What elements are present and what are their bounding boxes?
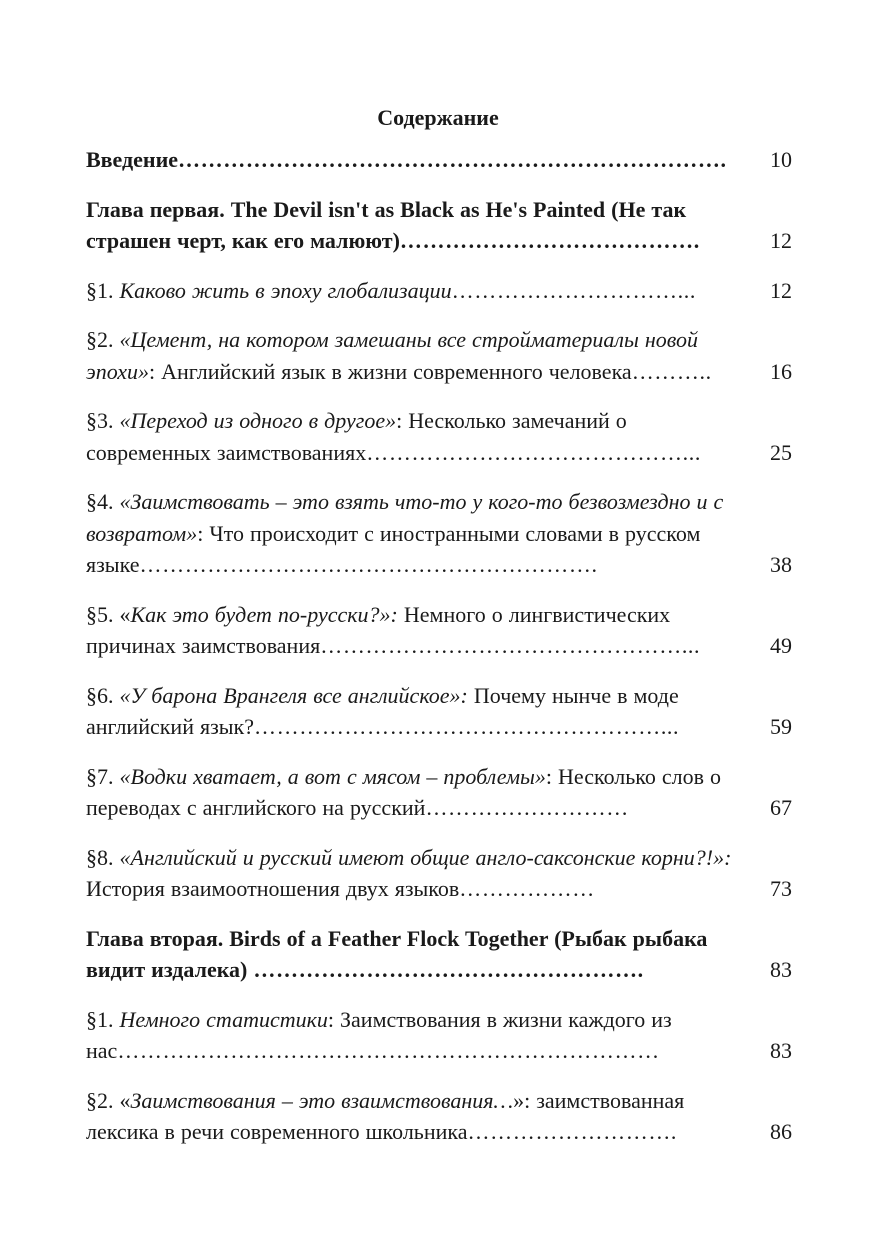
toc-entry-page-number: 67 [770,795,792,820]
toc-entry-title: Немного о лингвистических причинах заимствования [86,601,671,658]
toc-entry-page-number: 83 [770,957,792,982]
toc-entry-number: §3. [86,408,120,433]
toc-entry-page-number: 12 [770,277,792,303]
toc-entry-number: §1. [86,277,120,303]
toc-entry-text [86,923,738,986]
toc-entry-page-number: 38 [770,552,792,577]
toc-entry-dot-leader: ……………………………………………………………… [117,1038,660,1063]
toc-entry-dot-leader: ………………………………………………………………. [178,147,727,172]
toc-entry-text [86,144,738,176]
toc-entry-title: Глава вторая. Birds of a Feather Flock Together (Рыбак рыбака видит издалека) [86,925,708,982]
toc-entry-title: Глава первая. The Devil isn't as Black as He's Painted (Не так страшен черт, как его малюют) [86,196,687,253]
toc-entry-number: §8. [86,844,120,870]
toc-entry [86,1085,792,1148]
toc-entry-title: : Что происходит с иностранными словами в русском языке [86,520,701,577]
toc-entry-page-number: 73 [770,876,792,901]
toc-entry [86,599,792,662]
toc-entry-dot-leader: …………………………………. [399,228,700,253]
toc-entry-dot-leader: ……….. [631,358,712,384]
toc-entry-number: §4. [86,489,120,514]
toc-entry-title: : Несколько слов о переводах с английского на русский [86,763,721,820]
toc-entry-italic-title: Немного статистики [119,1006,328,1032]
toc-entry-text [86,275,738,307]
toc-entry-italic-title: «Английский и русский имеют общие англо-саксонские корни?!»: [119,844,732,870]
toc-entry-text [86,761,738,824]
toc-entry-italic-title: «Переход из одного в другое» [119,408,397,433]
toc-entry-number: §2. [86,327,120,352]
toc-entry-italic-title: «Цемент, на котором замешаны все стройматериалы новой эпохи» [86,327,699,384]
toc-entry-text [86,680,738,743]
toc-entry-page-number: 25 [770,439,792,465]
toc-entry-dot-leader: ……………… [459,876,595,901]
toc-entry [86,194,792,257]
toc-entry [86,842,792,905]
toc-entry-title: : Заимствования в жизни каждого из нас [86,1006,672,1063]
toc-entry-page-number: 86 [770,1119,792,1144]
toc-entry [86,1004,792,1067]
toc-entry-text [86,1085,738,1148]
toc-entry-text [86,1004,738,1067]
toc-entry-page-number: 10 [770,147,792,172]
toc-entry-dot-leader: ………………………………………………... [254,714,680,739]
toc-entry-italic-title: Как это будет по-русски?»: [130,601,398,627]
toc-entry-page-number: 49 [770,633,792,658]
toc-entry-text [86,486,738,581]
toc-entry-text [86,599,738,662]
toc-entry-number: §2. « [86,1087,131,1113]
table-of-contents [86,144,792,1166]
toc-entry-dot-leader: ……………………………………………………. [139,552,598,577]
toc-entry-dot-leader: ……………………………………………. [253,957,644,982]
toc-entry-dot-leader: ………………………. [467,1119,678,1144]
toc-entry-italic-title: Каково жить в эпоху глобализации [119,277,452,303]
toc-entry-title: Введение [86,147,179,172]
toc-entry [86,486,792,581]
toc-entry-italic-title: «У барона Врангеля все английское»: [119,682,468,708]
toc-entry-number: §5. « [86,601,131,627]
toc-entry-dot-leader: ……………………………………... [366,439,701,465]
toc-entry-number: §1. [86,1006,120,1032]
toc-entry-page-number: 12 [770,228,792,253]
toc-entry-text [86,842,738,905]
toc-entry-title: История взаимоотношения двух языков [86,876,460,901]
toc-entry [86,144,792,176]
toc-entry [86,275,792,307]
toc-entry-page-number: 59 [770,714,792,739]
page-title: Содержание [377,105,499,130]
toc-entry [86,923,792,986]
toc-entry-number: §6. [86,682,120,708]
toc-entry-page-number: 83 [770,1038,792,1063]
toc-entry-italic-title: «Водки хватает, а вот с мясом – проблемы» [119,763,546,789]
toc-entry [86,680,792,743]
toc-entry-text [86,405,738,468]
toc-entry-text [86,194,738,257]
toc-entry [86,405,792,468]
toc-entry-dot-leader: …………………………... [451,277,696,303]
toc-entry-italic-title: «Заимствовать – это взять что-то у кого-то безвозмездно и с возвратом» [86,489,724,546]
toc-entry [86,761,792,824]
toc-entry-title: »: заимствованная лексика в речи современного школьника [86,1087,685,1144]
toc-entry-page-number: 16 [770,358,792,384]
toc-entry-number: §7. [86,763,120,789]
toc-entry-title: : Английский язык в жизни современного человека [149,358,632,384]
toc-entry [86,324,792,387]
toc-entry-italic-title: Заимствования – это взаимствования… [130,1087,514,1113]
toc-entry-dot-leader: ……………………… [425,795,629,820]
toc-entry-title: Почему нынче в моде английский язык? [86,682,679,739]
toc-entry-text [86,324,738,387]
toc-entry-dot-leader: …………………………………………... [320,633,701,658]
toc-entry-title: : Несколько замечаний о современных заимствованиях [86,408,627,465]
